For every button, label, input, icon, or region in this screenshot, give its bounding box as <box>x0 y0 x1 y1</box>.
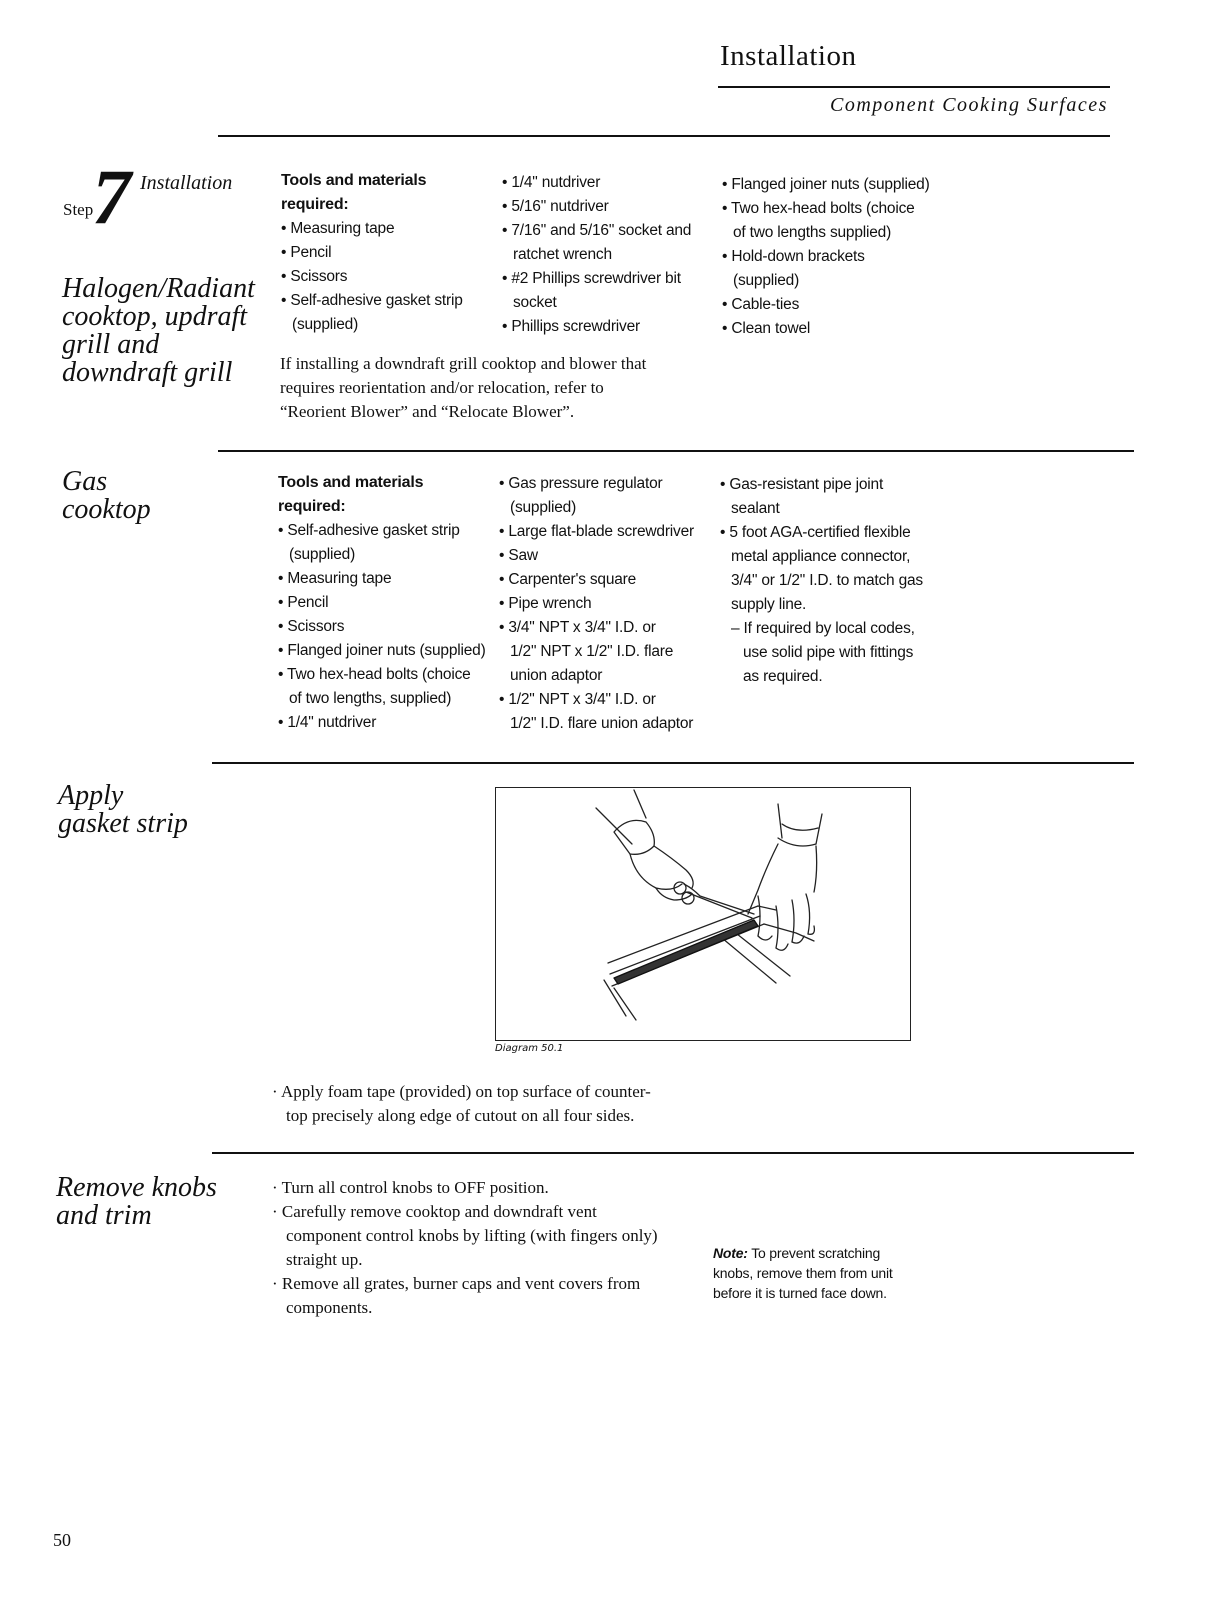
tools-column-3 <box>722 173 930 341</box>
list-item: • Pencil <box>278 594 329 611</box>
list-item: • Large flat-blade screwdriver <box>499 523 694 540</box>
section-heading-remove-knobs <box>56 1174 217 1230</box>
list-item: socket <box>513 294 557 311</box>
heading-line: and trim <box>56 1200 152 1231</box>
list-item: ratchet wrench <box>513 246 612 263</box>
heading-line: Remove knobs <box>56 1172 217 1203</box>
bullet-text: Carefully remove cooktop and downdraft vent <box>281 1202 597 1221</box>
list-item: • 7/16" and 5/16" socket and <box>502 222 692 239</box>
tools-column-1 <box>281 169 463 337</box>
list-item: • Self-adhesive gasket strip <box>278 522 460 539</box>
scratch-note <box>713 1243 893 1303</box>
list-item: · Turn all control knobs to OFF position. <box>272 1178 549 1197</box>
list-item: • Pipe wrench <box>499 595 592 612</box>
list-item: • Phillips screwdriver <box>502 318 640 335</box>
list-item: • Hold-down brackets <box>722 248 865 265</box>
tools-title: required: <box>281 196 349 213</box>
tools-column-2 <box>499 472 694 736</box>
tools-column-3 <box>720 473 923 689</box>
list-item: • Carpenter's square <box>499 571 637 588</box>
list-item: • #2 Phillips screwdriver bit <box>502 270 681 287</box>
bullet-text: Apply foam tape (provided) on top surface of counter- <box>280 1082 651 1101</box>
note-line: requires reorientation and/or relocation, refer to <box>280 378 604 397</box>
heading-line: downdraft grill <box>62 357 233 388</box>
list-item: • 1/4" nutdriver <box>278 714 377 731</box>
list-item: • Saw <box>499 547 538 564</box>
diagram-gasket-strip <box>495 787 911 1041</box>
list-item: 1/2" NPT x 1/2" I.D. flare <box>510 643 674 660</box>
list-item: • Scissors <box>278 618 345 635</box>
list-item: · Carefully remove cooktop and downdraft vent <box>272 1202 597 1221</box>
list-item: 1/2" I.D. flare union adaptor <box>510 715 694 732</box>
heading-line: Halogen/Radiant <box>62 273 255 304</box>
note-line <box>713 1243 893 1263</box>
list-item: • Clean towel <box>722 320 811 337</box>
hands-cutting-tape-illustration <box>496 788 910 1040</box>
tools-title: Tools and materials <box>281 172 427 189</box>
list-item: · Remove all grates, burner caps and vent covers from <box>272 1274 641 1293</box>
list-item: straight up. <box>286 1250 363 1269</box>
instruction-list <box>272 1080 651 1128</box>
tools-column-2 <box>502 171 691 339</box>
section-rule <box>212 1152 1134 1154</box>
list-item: (supplied) <box>289 546 356 563</box>
list-item: • Two hex-head bolts (choice <box>278 666 471 683</box>
list-item: (supplied) <box>733 272 800 289</box>
list-item: of two lengths, supplied) <box>289 690 452 707</box>
step-word: Step <box>63 200 94 219</box>
list-item: • 5/16" nutdriver <box>502 198 609 215</box>
list-item: • Measuring tape <box>278 570 392 587</box>
list-item: • 3/4" NPT x 3/4" I.D. or <box>499 619 656 636</box>
list-item: (supplied) <box>292 316 359 333</box>
list-item: • 5 foot AGA-certified flexible <box>720 524 911 541</box>
section-heading-apply-gasket <box>58 782 188 838</box>
step-number: 7 <box>92 153 131 240</box>
list-item: 3/4" or 1/2" I.D. to match gas <box>731 572 923 589</box>
header-rule-long <box>218 135 1110 137</box>
heading-line: cooktop, updraft <box>62 301 248 332</box>
list-item: metal appliance connector, <box>731 548 911 565</box>
page-title: Installation <box>720 40 857 72</box>
note-label: Note: <box>713 1245 748 1261</box>
heading-line: Apply <box>58 780 124 811</box>
list-item: • Cable-ties <box>722 296 800 313</box>
section-rule <box>212 762 1134 764</box>
page-subtitle: Component Cooking Surfaces <box>830 94 1108 116</box>
list-item: components. <box>286 1298 373 1317</box>
heading-line: grill and <box>62 329 160 360</box>
note-line: If installing a downdraft grill cooktop and blower that <box>280 354 647 373</box>
list-item: • Self-adhesive gasket strip <box>281 292 463 309</box>
note-line: “Reorient Blower” and “Relocate Blower”. <box>280 402 575 421</box>
diagram-caption: Diagram 50.1 <box>495 1043 564 1054</box>
bullet-text: Remove all grates, burner caps and vent covers from <box>281 1274 641 1293</box>
section-heading-halogen-radiant <box>62 275 255 387</box>
note-text: To prevent scratching <box>751 1245 881 1261</box>
list-item: • Flanged joiner nuts (supplied) <box>722 176 930 193</box>
list-item: sealant <box>731 500 780 517</box>
list-item: · Apply foam tape (provided) on top surface of counter- <box>272 1082 651 1101</box>
list-item: • Gas pressure regulator <box>499 475 663 492</box>
bullet-text: Turn all control knobs to OFF position. <box>281 1178 549 1197</box>
step-label: Installation <box>140 172 233 194</box>
section-rule <box>218 450 1134 452</box>
header-rule-short <box>718 86 1110 88</box>
tools-title: required: <box>278 498 346 515</box>
list-item: • 1/4" nutdriver <box>502 174 601 191</box>
tools-column-1 <box>278 471 486 735</box>
section-heading-gas-cooktop <box>62 468 151 524</box>
page-number: 50 <box>53 1530 71 1550</box>
tools-title: Tools and materials <box>278 474 424 491</box>
heading-line: cooktop <box>62 494 151 525</box>
list-item: component control knobs by lifting (with fingers only) <box>286 1226 658 1245</box>
list-item: • Pencil <box>281 244 332 261</box>
heading-line: gasket strip <box>58 808 188 839</box>
list-item: • Flanged joiner nuts (supplied) <box>278 642 486 659</box>
list-item: union adaptor <box>510 667 603 684</box>
list-item: • Two hex-head bolts (choice <box>722 200 915 217</box>
list-item: use solid pipe with fittings <box>743 644 914 661</box>
list-item: top precisely along edge of cutout on all four sides. <box>286 1106 635 1125</box>
list-item: supply line. <box>731 596 807 613</box>
note-line: knobs, remove them from unit <box>713 1265 893 1281</box>
list-item: • Scissors <box>281 268 348 285</box>
list-item: • 1/2" NPT x 3/4" I.D. or <box>499 691 656 708</box>
list-item: • Gas-resistant pipe joint <box>720 476 884 493</box>
list-item: as required. <box>743 668 823 685</box>
list-item: • Measuring tape <box>281 220 395 237</box>
heading-line: Gas <box>62 466 108 497</box>
note-line: before it is turned face down. <box>713 1285 887 1301</box>
downdraft-note <box>280 352 646 424</box>
list-item: of two lengths supplied) <box>733 224 892 241</box>
instruction-list <box>272 1176 658 1320</box>
list-item: (supplied) <box>510 499 577 516</box>
list-item: – If required by local codes, <box>731 620 915 637</box>
